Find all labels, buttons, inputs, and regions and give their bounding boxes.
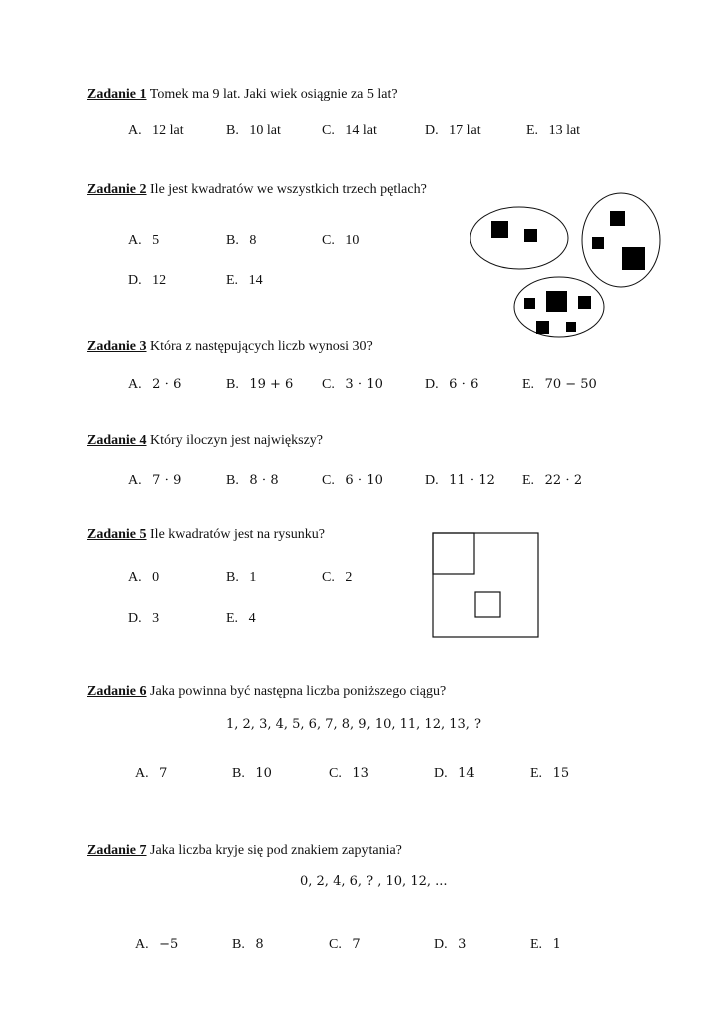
option-letter: A. — [128, 570, 142, 585]
square-shape — [546, 291, 567, 312]
option-value: 17 lat — [449, 123, 481, 138]
task-question: Jaka liczba kryje się pod znakiem zapytania? — [150, 843, 402, 858]
option-a — [128, 570, 159, 586]
option-letter: B. — [226, 473, 239, 488]
option-value: 2 ⋅ 6 — [152, 377, 182, 392]
option-b — [226, 377, 293, 393]
option-letter: D. — [434, 766, 448, 781]
option-value: 3 ⋅ 10 — [345, 377, 383, 392]
option-letter: C. — [322, 233, 335, 248]
option-letter: C. — [329, 766, 342, 781]
square-shape — [592, 237, 604, 249]
option-value: 8 — [255, 937, 264, 952]
corner-square — [433, 533, 474, 574]
option-a — [135, 937, 178, 953]
square-shape — [578, 296, 591, 309]
option-c — [329, 937, 361, 953]
option-letter: C. — [322, 570, 335, 585]
task-label: Zadanie 3 — [87, 339, 147, 354]
task-question: Jaka powinna być następna liczba poniższego ciągu? — [150, 684, 447, 699]
task-label: Zadanie 1 — [87, 87, 147, 102]
option-letter: E. — [530, 937, 543, 952]
option-letter: D. — [425, 473, 439, 488]
option-b — [226, 233, 256, 249]
option-letter: B. — [226, 233, 239, 248]
option-value: 5 — [152, 233, 160, 248]
option-b — [232, 937, 264, 953]
option-c — [322, 377, 383, 393]
option-c — [322, 473, 383, 489]
option-value: 14 lat — [345, 123, 377, 138]
option-value: 14 — [458, 766, 475, 781]
option-value: 1 — [552, 937, 561, 952]
option-a — [128, 233, 159, 249]
option-letter: C. — [329, 937, 342, 952]
task-question: Która z następujących liczb wynosi 30? — [150, 339, 373, 354]
option-letter: C. — [322, 473, 335, 488]
option-letter: B. — [226, 377, 239, 392]
option-value: 2 — [345, 570, 353, 585]
option-a — [128, 473, 181, 489]
option-letter: B. — [226, 570, 239, 585]
square-shape — [491, 221, 508, 238]
squares-figure — [432, 532, 540, 640]
option-d — [434, 937, 466, 953]
option-letter: D. — [425, 377, 439, 392]
option-letter: D. — [128, 611, 142, 626]
square-shape — [566, 322, 576, 332]
option-value: 6 ⋅ 6 — [449, 377, 479, 392]
option-d — [425, 377, 478, 393]
option-c — [322, 123, 377, 139]
option-e — [526, 123, 580, 139]
option-letter: E. — [226, 611, 239, 626]
option-b — [226, 123, 281, 139]
option-value: 22 ⋅ 2 — [544, 473, 583, 488]
option-value: 3 — [458, 937, 467, 952]
task-7-header — [87, 843, 402, 859]
option-value: 70 − 50 — [544, 377, 597, 392]
option-value: 7 — [159, 766, 168, 781]
number-sequence: 1, 2, 3, 4, 5, 6, 7, 8, 9, 10, 11, 12, 13, ? — [226, 717, 482, 732]
option-b — [232, 766, 272, 782]
option-letter: B. — [232, 937, 245, 952]
option-value: 13 lat — [548, 123, 581, 138]
loop-ellipse — [470, 207, 568, 269]
task-3-header — [87, 339, 373, 355]
option-letter: E. — [522, 377, 535, 392]
task-1-header — [87, 87, 398, 103]
option-e — [522, 473, 582, 489]
option-letter: A. — [128, 233, 142, 248]
option-value: 13 — [352, 766, 369, 781]
option-value: 19 + 6 — [249, 377, 294, 392]
option-e — [522, 377, 597, 393]
option-letter: E. — [530, 766, 543, 781]
option-c — [322, 570, 352, 586]
option-d — [434, 766, 475, 782]
option-b — [226, 570, 256, 586]
task-question: Ile kwadratów jest na rysunku? — [150, 527, 325, 542]
outer-square — [433, 533, 538, 637]
task-label: Zadanie 7 — [87, 843, 147, 858]
option-a — [128, 123, 184, 139]
option-letter: C. — [322, 123, 335, 138]
option-e — [226, 611, 256, 627]
task-label: Zadanie 5 — [87, 527, 147, 542]
option-value: 12 — [152, 273, 167, 288]
option-letter: E. — [226, 273, 239, 288]
option-c — [322, 233, 359, 249]
task-4-header — [87, 433, 323, 449]
task-2-header — [87, 182, 427, 198]
option-value: 8 ⋅ 8 — [249, 473, 279, 488]
option-letter: E. — [522, 473, 535, 488]
option-letter: C. — [322, 377, 335, 392]
option-a — [135, 766, 167, 782]
option-value: 6 ⋅ 10 — [345, 473, 383, 488]
task-label: Zadanie 6 — [87, 684, 147, 699]
option-value: 11 ⋅ 12 — [449, 473, 495, 488]
option-d — [425, 123, 481, 139]
option-value: 7 — [352, 937, 361, 952]
option-value: 7 ⋅ 9 — [152, 473, 182, 488]
option-value: 14 — [248, 273, 263, 288]
task-label: Zadanie 2 — [87, 182, 147, 197]
task-5-header — [87, 527, 325, 543]
option-letter: D. — [434, 937, 448, 952]
option-d — [425, 473, 495, 489]
option-e — [530, 766, 569, 782]
option-value: 15 — [552, 766, 570, 781]
option-value: 10 — [345, 233, 360, 248]
option-value: 8 — [249, 233, 257, 248]
option-letter: A. — [128, 473, 142, 488]
square-shape — [524, 298, 535, 309]
small-square — [475, 592, 500, 617]
option-e — [226, 273, 263, 289]
option-letter: B. — [232, 766, 245, 781]
option-letter: A. — [135, 937, 149, 952]
task-question: Tomek ma 9 lat. Jaki wiek osiągnie za 5 lat? — [149, 87, 398, 102]
task-question: Ile jest kwadratów we wszystkich trzech pętlach? — [150, 182, 427, 197]
option-letter: B. — [226, 123, 239, 138]
option-value: 3 — [152, 611, 160, 626]
option-letter: D. — [425, 123, 439, 138]
option-value: 12 lat — [152, 123, 184, 138]
option-d — [128, 611, 159, 627]
option-value: 10 lat — [249, 123, 281, 138]
square-shape — [610, 211, 625, 226]
task-label: Zadanie 4 — [87, 433, 147, 448]
task-question: Który iloczyn jest największy? — [150, 433, 324, 448]
square-shape — [622, 247, 645, 270]
option-value: 1 — [249, 570, 257, 585]
option-d — [128, 273, 166, 289]
task-6-header — [87, 684, 446, 700]
option-letter: E. — [526, 123, 539, 138]
option-e — [530, 937, 561, 953]
option-value: 10 — [255, 766, 272, 781]
option-value: −5 — [159, 937, 179, 952]
loops-figure — [470, 190, 670, 350]
option-letter: A. — [128, 123, 142, 138]
option-letter: D. — [128, 273, 142, 288]
option-value: 4 — [248, 611, 256, 626]
option-letter: A. — [135, 766, 149, 781]
square-shape — [536, 321, 549, 334]
option-c — [329, 766, 369, 782]
square-shape — [524, 229, 537, 242]
option-letter: A. — [128, 377, 142, 392]
number-sequence: 0, 2, 4, 6, ? , 10, 12, ... — [300, 874, 448, 889]
option-value: 0 — [152, 570, 160, 585]
option-b — [226, 473, 279, 489]
option-a — [128, 377, 181, 393]
